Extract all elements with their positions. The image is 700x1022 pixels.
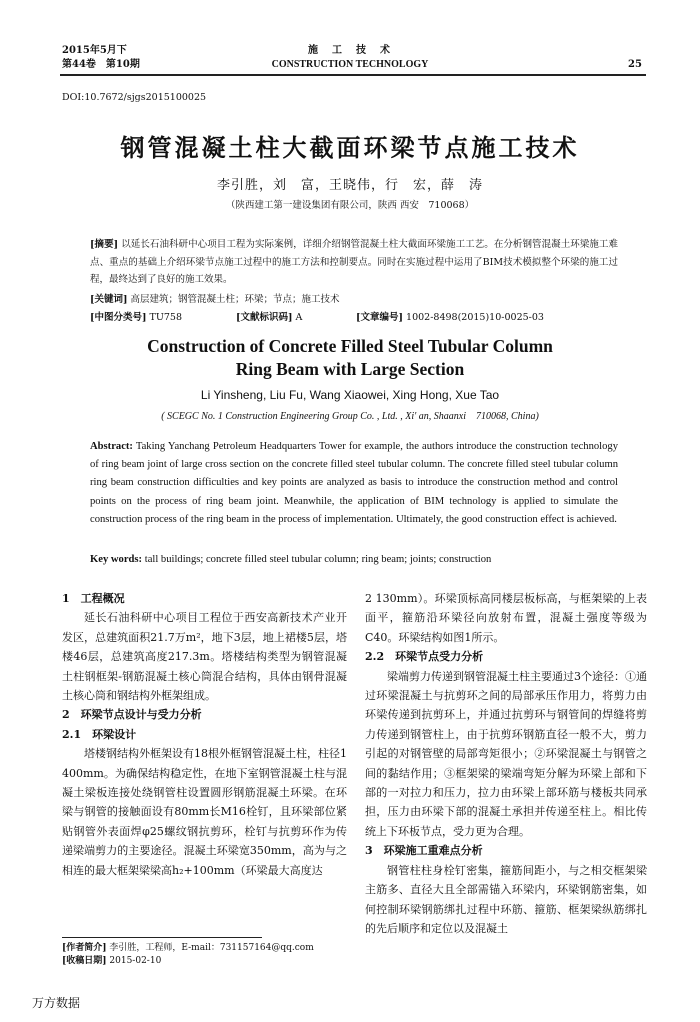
art-value: 1002-8498(2015)10-0025-03 [406,312,544,323]
section-2-1-continued: 2 130mm）。环梁顶标高同楼层板标高，与框架梁的上表面平，箍筋沿环梁径向放射布置，混凝土强度等级为C40。环梁结构如图1所示。 [365,592,647,644]
doi: DOI:10.7672/sjgs2015100025 [62,92,207,103]
section-2-2-paragraph: 梁端剪力传递到钢管混凝土柱主要通过3个途径：①通过环梁混凝土与抗剪环之间的局部承压作用力，将剪力由环梁传递到抗剪环上，并通过抗剪环与钢管间的焊缝将剪力传递到钢管柱上，由于抗剪环钢筋直径一般不大，剪力引起的对钢管壁的局部弯矩很小；②环梁混凝土与钢管之间的黏结作用；③框架梁的梁端弯矩分解为环梁上部和下部的一对拉力和压力，拉力由环梁上部环筋与楼板共同承担，压力由环梁下部的混凝土承担并传递至柱上。相比传统上下环板节点，受力更为合理。 [365,669,647,838]
section-2-1-heading: 2.1 环梁设计 [62,727,137,741]
art-label: [文章编号] [356,312,403,323]
keywords-cn [90,291,618,309]
abstract-en-label: Abstract: [90,441,133,452]
header-rule [60,74,646,76]
classification-number [90,309,182,323]
abstract-cn-text: 以延长石油科研中心项目工程为实际案例，详细介绍钢管混凝土柱大截面环梁施工工艺。在分析钢管混凝土环梁施工难点、重点的基础上介绍环梁节点施工过程中的施工方法和控制要点。同时在实施过程中运用了BIM技术模拟整个环梁的施工过程，最终达到了良好的施工效果。 [90,239,618,285]
affiliation-cn: （陕西建工第一建设集团有限公司，陕西 西安 710068） [225,200,475,211]
affiliation-en: ( SCEGC No. 1 Construction Engineering Group Co. , Ltd. , Xi' an, Shaanxi 710068, China) [161,411,539,422]
section-2-2-heading: 2.2 环梁节点受力分析 [365,650,484,664]
right-column [365,589,647,938]
abstract-cn-label: [摘要] [90,239,119,250]
received-date [62,955,161,968]
section-1-paragraph: 延长石油科研中心项目工程位于西安高新技术产业开发区，总建筑面积21.7万m²，地下3层，地上裙楼5层，塔楼46层，总建筑高度217.3m。塔楼结构类型为钢管混凝土柱钢框架-钢筋混凝土核心筒混合结构，具体由钢骨混凝土核心筒和钢结构外框架组成。 [62,611,347,703]
abstract-cn [90,236,618,289]
authors-en: Li Yinsheng, Liu Fu, Wang Xiaowei, Xing Hong, Xue Tao [200,388,500,402]
page-number: 25 [628,59,642,70]
keywords-cn-label: [关键词] [90,294,128,305]
doc-value: A [295,312,303,323]
title-cn: 钢管混凝土柱大截面环梁节点施工技术 [120,133,580,162]
keywords-en-label: Key words: [90,554,143,565]
article-number [356,309,544,323]
section-1-heading: 1 工程概况 [62,592,125,605]
journal-name-en: CONSTRUCTION TECHNOLOGY [271,59,429,70]
cls-value: TU758 [149,312,183,323]
author-note [62,942,314,955]
author-note-label: [作者简介] [62,943,107,953]
section-2-heading: 2 环梁节点设计与受力分析 [62,708,202,722]
received-date-label: [收稿日期] [62,956,107,966]
section-3-heading: 3 环梁施工重难点分析 [365,844,483,858]
keywords-cn-text: 高层建筑；钢管混凝土柱；环梁；节点；施工技术 [130,294,340,305]
authors-cn: 李引胜，刘 富，王晓伟，行 宏，薛 涛 [216,178,483,193]
watermark: 万方数据 [32,996,81,1010]
keywords-en-text: tall buildings; concrete filled steel tubular column; ring beam; joints; construction [144,554,492,565]
issue-date: 2015年5月下 [62,45,127,56]
cls-label: [中图分类号] [90,312,147,323]
left-column [62,589,347,880]
title-en-line-2: Ring Beam with Large Section [235,359,465,379]
received-date-value: 2015-02-10 [109,956,162,966]
footnote-rule [62,937,262,938]
section-3-paragraph: 钢管柱柱身栓钉密集，箍筋间距小，与之相交框架梁主筋多、直径大且全部需锚入环梁内，环梁钢筋密集，如何控制环梁钢筋绑扎过程中环筋、箍筋、框架梁纵筋绑扎的先后顺序和定位以及混凝土 [365,863,647,935]
abstract-en-text: Taking Yanchang Petroleum Headquarters Tower for example, the authors introduce the construction technology of ring beam joint of large cross section on the concrete filled steel tubular column. The concrete filled steel tubular column ring beam construction difficulties and key points are analyzed as basis to introduce the construction method and control points on the process of ring beam joint. Meanwhile, the application of BIM technology is applied to simulate the construction process of the ring beam in the process of implementation. Ultimately, the good construction effect is achieved. [90,441,618,525]
volume-issue: 第44卷 第10期 [62,59,140,70]
author-note-text: 李引胜，工程师，E-mail：731157164@qq.com [109,943,314,953]
section-2-1-paragraph: 塔楼钢结构外框架设有18根外框钢管混凝土柱，柱径1 400mm。为确保结构稳定性，在地下室钢管混凝土柱与混凝土梁板连接处绕钢管柱设置圆形钢筋混凝土环梁。在环梁与钢管的接触面设有80mm长M16栓钉，且环梁部位紧贴钢管外表面焊φ25螺纹钢抗剪环，栓钉与抗剪环作为传递梁端剪力的主要途径。混凝土环梁宽350mm，高为与之相连的最大框架梁梁高h₂+100mm（环梁最大高度达 [62,747,347,877]
journal-name-cn: 施 工 技 术 [308,45,392,56]
doc-label: [文献标识码] [236,312,293,323]
keywords-en [90,551,618,569]
title-en-line-1: Construction of Concrete Filled Steel Tubular Column [147,336,553,356]
abstract-en [90,438,618,529]
document-code [236,309,302,323]
